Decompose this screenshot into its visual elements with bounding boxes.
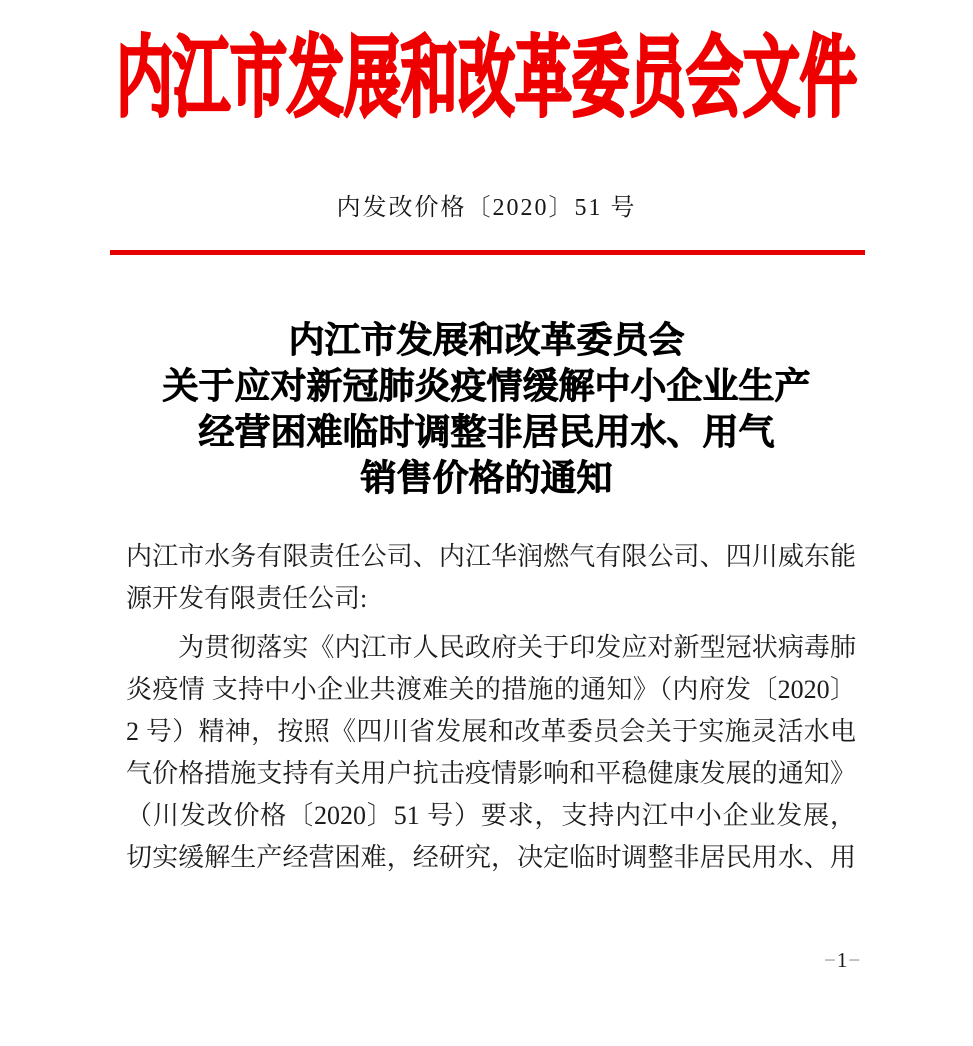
notice-title-line: 经营困难临时调整非居民用水、用气: [198, 412, 775, 452]
notice-title-line: 销售价格的通知: [360, 458, 613, 498]
body-line: 为贯彻落实《内江市人民政府关于印发应对新型冠状病毒肺: [178, 633, 856, 662]
page-number-dash: −: [824, 948, 837, 972]
page-number-dash: −: [848, 948, 862, 972]
document-number: 内发改价格〔2020〕51 号: [336, 195, 637, 221]
body-line: 气价格措施支持有关用户抗击疫情影响和平稳健康发展的通知》: [126, 759, 856, 788]
notice-title-line: 关于应对新冠肺炎疫情缓解中小企业生产: [162, 366, 811, 406]
body-line: （川发改价格〔2020〕51 号）要求，支持内江中小企业发展，: [126, 801, 856, 830]
letterhead-title: 内江市发展和改革委员会文件: [116, 30, 857, 129]
letterhead: [0, 30, 973, 129]
notice-title: [0, 317, 973, 501]
body-line: 2 号）精神，按照《四川省发展和改革委员会关于实施灵活水电: [126, 717, 856, 746]
body-line: 炎疫情 支持中小企业共渡难关的措施的通知》（内府发〔2020〕: [126, 675, 856, 704]
page-number: [824, 948, 861, 973]
notice-title-line: 内江市发展和改革委员会: [288, 320, 685, 360]
body-line: 源开发有限责任公司:: [126, 584, 368, 613]
red-separator-line: [110, 250, 865, 255]
document-body: [126, 536, 856, 879]
body-line: 切实缓解生产经营困难，经研究，决定临时调整非居民用水、用: [126, 843, 856, 872]
page-number-value: 1: [836, 948, 849, 972]
body-line: 内江市水务有限责任公司、内江华润燃气有限公司、四川威东能: [126, 542, 856, 571]
